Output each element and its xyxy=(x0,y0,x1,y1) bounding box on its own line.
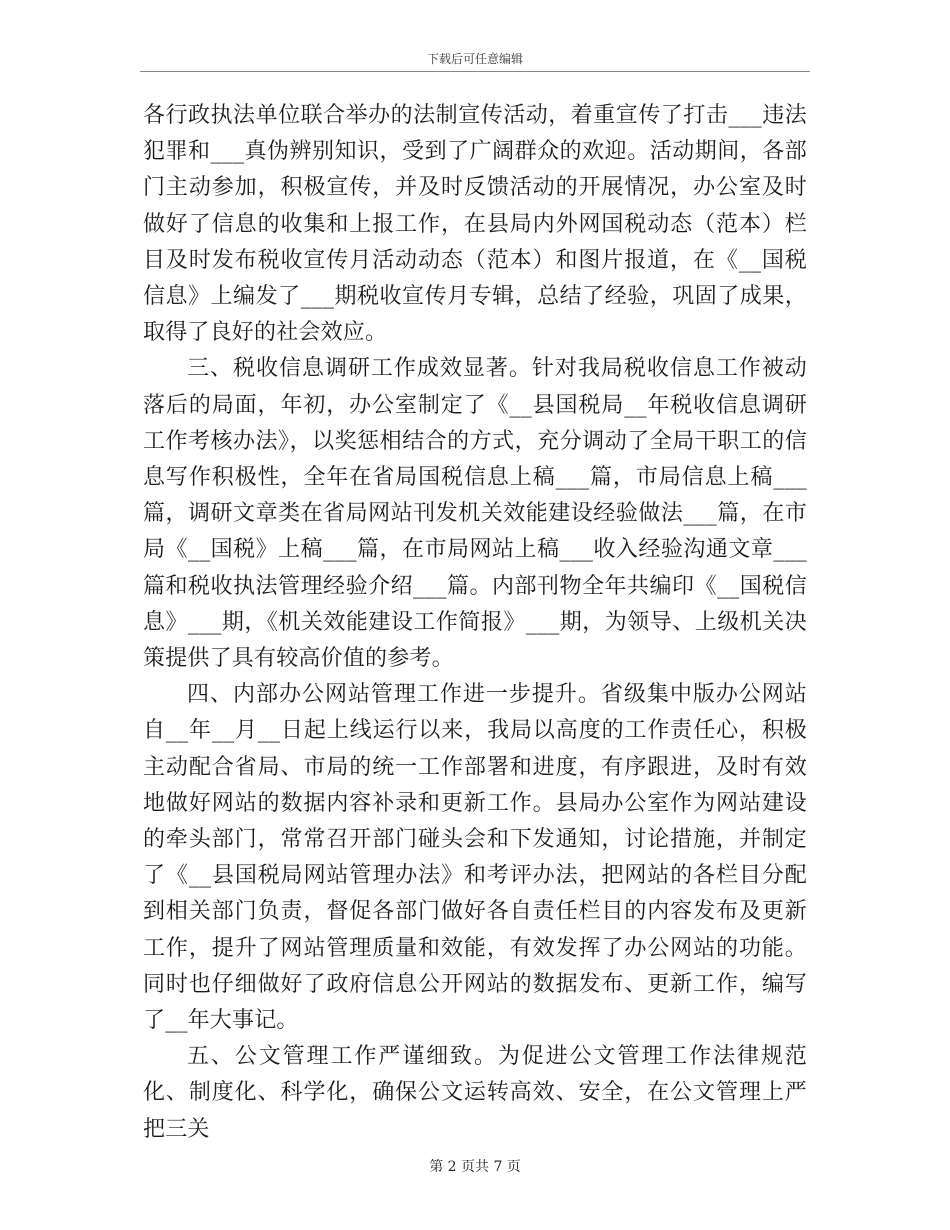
paragraph-section-4: 四、内部办公网站管理工作进一步提升。省级集中版办公网站自__年__月__日起上线运行以来，我局以高度的工作责任心，积极主动配合省局、市局的统一工作部署和进度，有序跟进，及时有效地做好网站的数据内容补录和更新工作。县局办公室作为网站建设的牵头部门，常常召开部门碰头会和下发通知，讨论措施，并制定了《__县国税局网站管理办法》和考评办法，把网站的各栏目分配到相关部门负责，督促各部门做好各自责任栏目的内容发布及更新工作，提升了网站管理质量和效能，有效发挥了办公网站的功能。同时也仔细做好了政府信息公开网站的数据发布、更新工作，编写了__年大事记。 xyxy=(143,682,807,1034)
header-divider xyxy=(140,71,810,72)
paragraph-section-5: 五、公文管理工作严谨细致。为促进公文管理工作法律规范化、制度化、科学化，确保公文运转高效、安全，在公文管理上严把三关 xyxy=(143,1044,807,1142)
page-footer: 第 2 页共 7 页 xyxy=(429,1159,521,1175)
page-header: 下载后可任意编辑 xyxy=(426,52,523,66)
paragraph-continuation: 各行政执法单位联合举办的法制宣传活动，着重宣传了打击___违法犯罪和___真伪辨别知识，受到了广阔群众的欢迎。活动期间，各部门主动参加，积极宣传，并及时反馈活动的开展情况，办公室及时做好了信息的收集和上报工作，在县局内外网国税动态（范本）栏目及时发布税收宣传月活动动态（范本）和图片报道，在《__国税信息》上编发了___期税收宣传月专辑，总结了经验，巩固了成果，取得了良好的社会效应。 xyxy=(143,103,807,346)
document-body xyxy=(143,98,807,1148)
paragraph-section-3: 三、税收信息调研工作成效显著。针对我局税收信息工作被动落后的局面，年初，办公室制定了《__县国税局__年税收信息调研工作考核办法》，以奖惩相结合的方式，充分调动了全局干职工的信息写作积极性，全年在省局国税信息上稿___篇，市局信息上稿___篇，调研文章类在省局网站刊发机关效能建设经验做法___篇，在市局《__国税》上稿___篇，在市局网站上稿___收入经验沟通文章___篇和税收执法管理经验介绍___篇。内部刊物全年共编印《__国税信息》___期，《机关效能建设工作简报》___期，为领导、上级机关决策提供了具有较高价值的参考。 xyxy=(143,356,807,672)
